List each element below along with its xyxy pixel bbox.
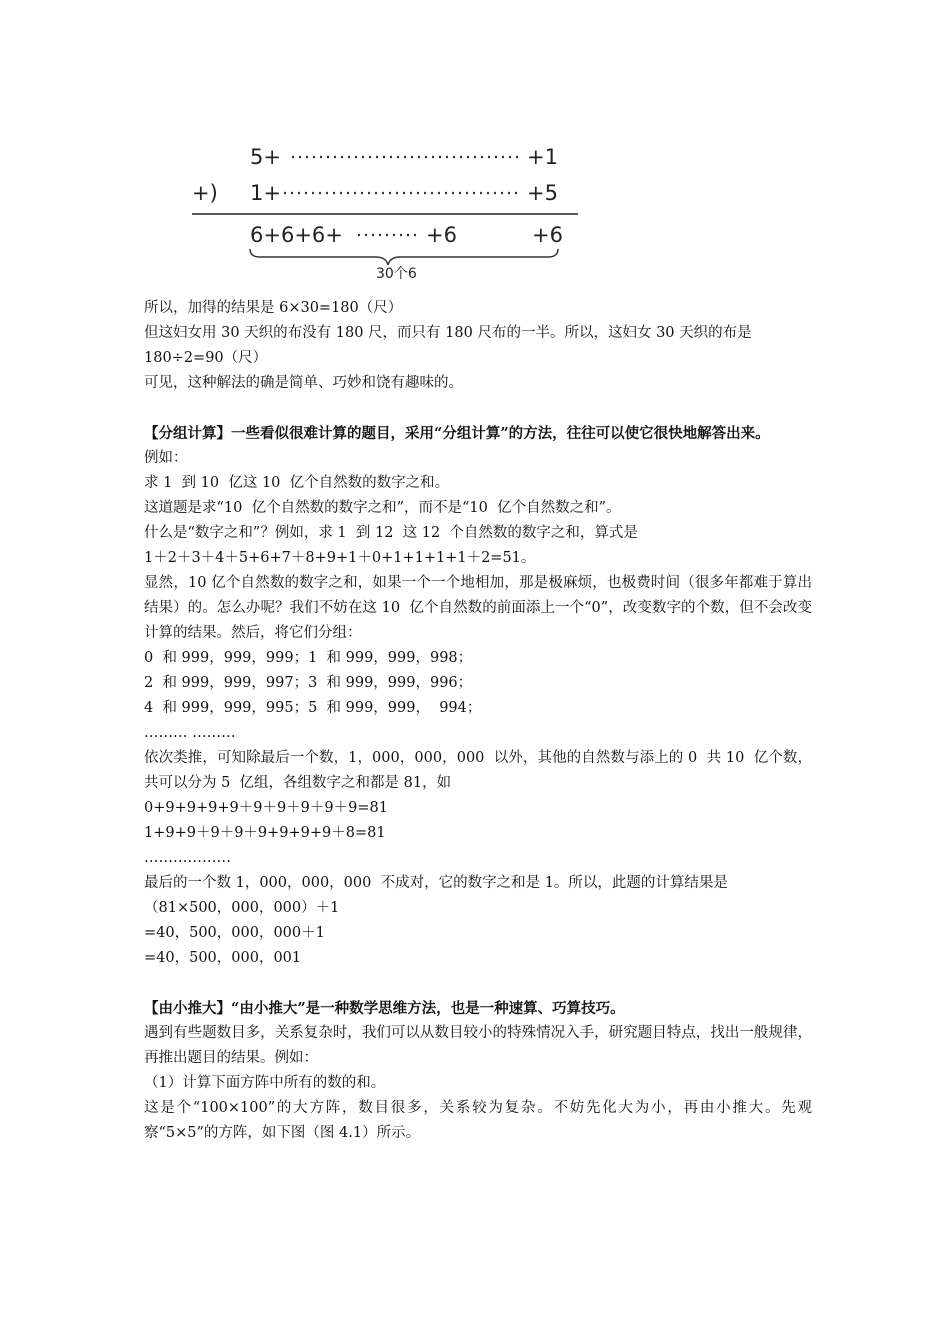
text-content: [144, 296, 812, 1146]
paragraph: 依次类推，可知除最后一个数，1，000，000，000 以外，其他的自然数与添上的 0 共 10 亿个数，共可以分为 5 亿组，各组数字之和都是 81，如: [144, 750, 812, 791]
equation-line: =40，500，000，001: [144, 950, 302, 966]
paragraph: 求 1 到 10 亿这 10 亿个自然数的数字之和。: [144, 475, 450, 491]
row2-right: +5: [527, 181, 558, 205]
paragraph: 什么是“数字之和”？例如，求 1 到 12 这 12 个自然数的数字之和，算式是: [144, 525, 638, 541]
group-line: 4 和 999，999，995；5 和 999，999， 994；: [144, 700, 482, 716]
equation-line: （81×500，000，000）＋1: [144, 900, 340, 916]
brace-label: 30个6: [376, 266, 417, 282]
group-line: 2 和 999，999，997；3 和 999，999，996；: [144, 675, 473, 691]
paragraph: 这道题是求“10 亿个自然数的数字之和”，而不是“10 亿个自然数之和”。: [144, 500, 621, 516]
spacer: [144, 971, 812, 996]
paragraph: 遇到有些题数目多，关系复杂时，我们可以从数目较小的特殊情况入手，研究题目特点，找出一般规律，再推出题目的结果。例如：: [144, 1025, 812, 1066]
equation-line: 1＋2＋3＋4＋5+6+7＋8+9+1＋0+1+1+1+1＋2=51。: [144, 550, 536, 566]
ellipsis-line: ……… ………: [144, 725, 236, 741]
row3-mid: +6: [426, 223, 457, 247]
conclusion-line: 可见，这种解法的确是简单、巧妙和饶有趣味的。: [144, 375, 463, 391]
paragraph: 这是个“100×100”的大方阵，数目很多，关系较为复杂。不妨先化大为小，再由小推大。先观察“5×5”的方阵，如下图（图 4.1）所示。: [144, 1100, 812, 1141]
spacer: [144, 396, 812, 421]
ellipsis-line: ………………: [144, 850, 231, 866]
section-heading-small-to-large: 【由小推大】“由小推大”是一种数学思维方法，也是一种速算、巧算技巧。: [144, 1000, 625, 1017]
underbrace: [250, 249, 558, 265]
half-explanation: 但这妇女用 30 天织的布没有 180 尺，而只有 180 尺布的一半。所以，这妇女 30 天织的布是: [144, 325, 752, 341]
row3-right: +6: [532, 223, 563, 247]
equation-line: 0+9+9+9+9＋9＋9＋9＋9＋9=81: [144, 800, 388, 816]
section-heading-grouping: 【分组计算】一些看似很难计算的题目，采用“分组计算”的方法，往往可以使它很快地解答出来。: [144, 425, 770, 442]
paragraph: 最后的一个数 1，000，000，000 不成对，它的数字之和是 1。所以，此题的计算结果是: [144, 875, 728, 891]
row2-operator: +): [192, 181, 218, 205]
row1-right: +1: [527, 145, 558, 169]
equation-line: =40，500，000，000＋1: [144, 925, 325, 941]
group-line: 0 和 999，999，999；1 和 999，999，998；: [144, 650, 473, 666]
paragraph: （1）计算下面方阵中所有的数的和。: [144, 1075, 386, 1091]
division-line: 180÷2=90（尺）: [144, 350, 268, 366]
addition-figure: [180, 136, 590, 286]
equation-line: 1+9+9＋9＋9＋9+9+9+9＋8=81: [144, 825, 386, 841]
row2-left: 1+: [250, 181, 281, 205]
row3-left: 6+6+6+: [250, 223, 343, 247]
addition-figure-svg: [180, 136, 590, 286]
row1-left: 5+: [250, 145, 281, 169]
paragraph: 例如：: [144, 450, 188, 466]
paragraph: 显然，10 亿个自然数的数字之和，如果一个一个地相加，那是极麻烦，也极费时间（很多年都难于算出结果）的。怎么办呢？我们不妨在这 10 亿个自然数的前面添上一个“0”，改变数字的个数，但不会改变计算的结果。然后，将它们分组：: [144, 575, 812, 641]
result-line: 所以，加得的结果是 6×30=180（尺）: [144, 300, 403, 316]
